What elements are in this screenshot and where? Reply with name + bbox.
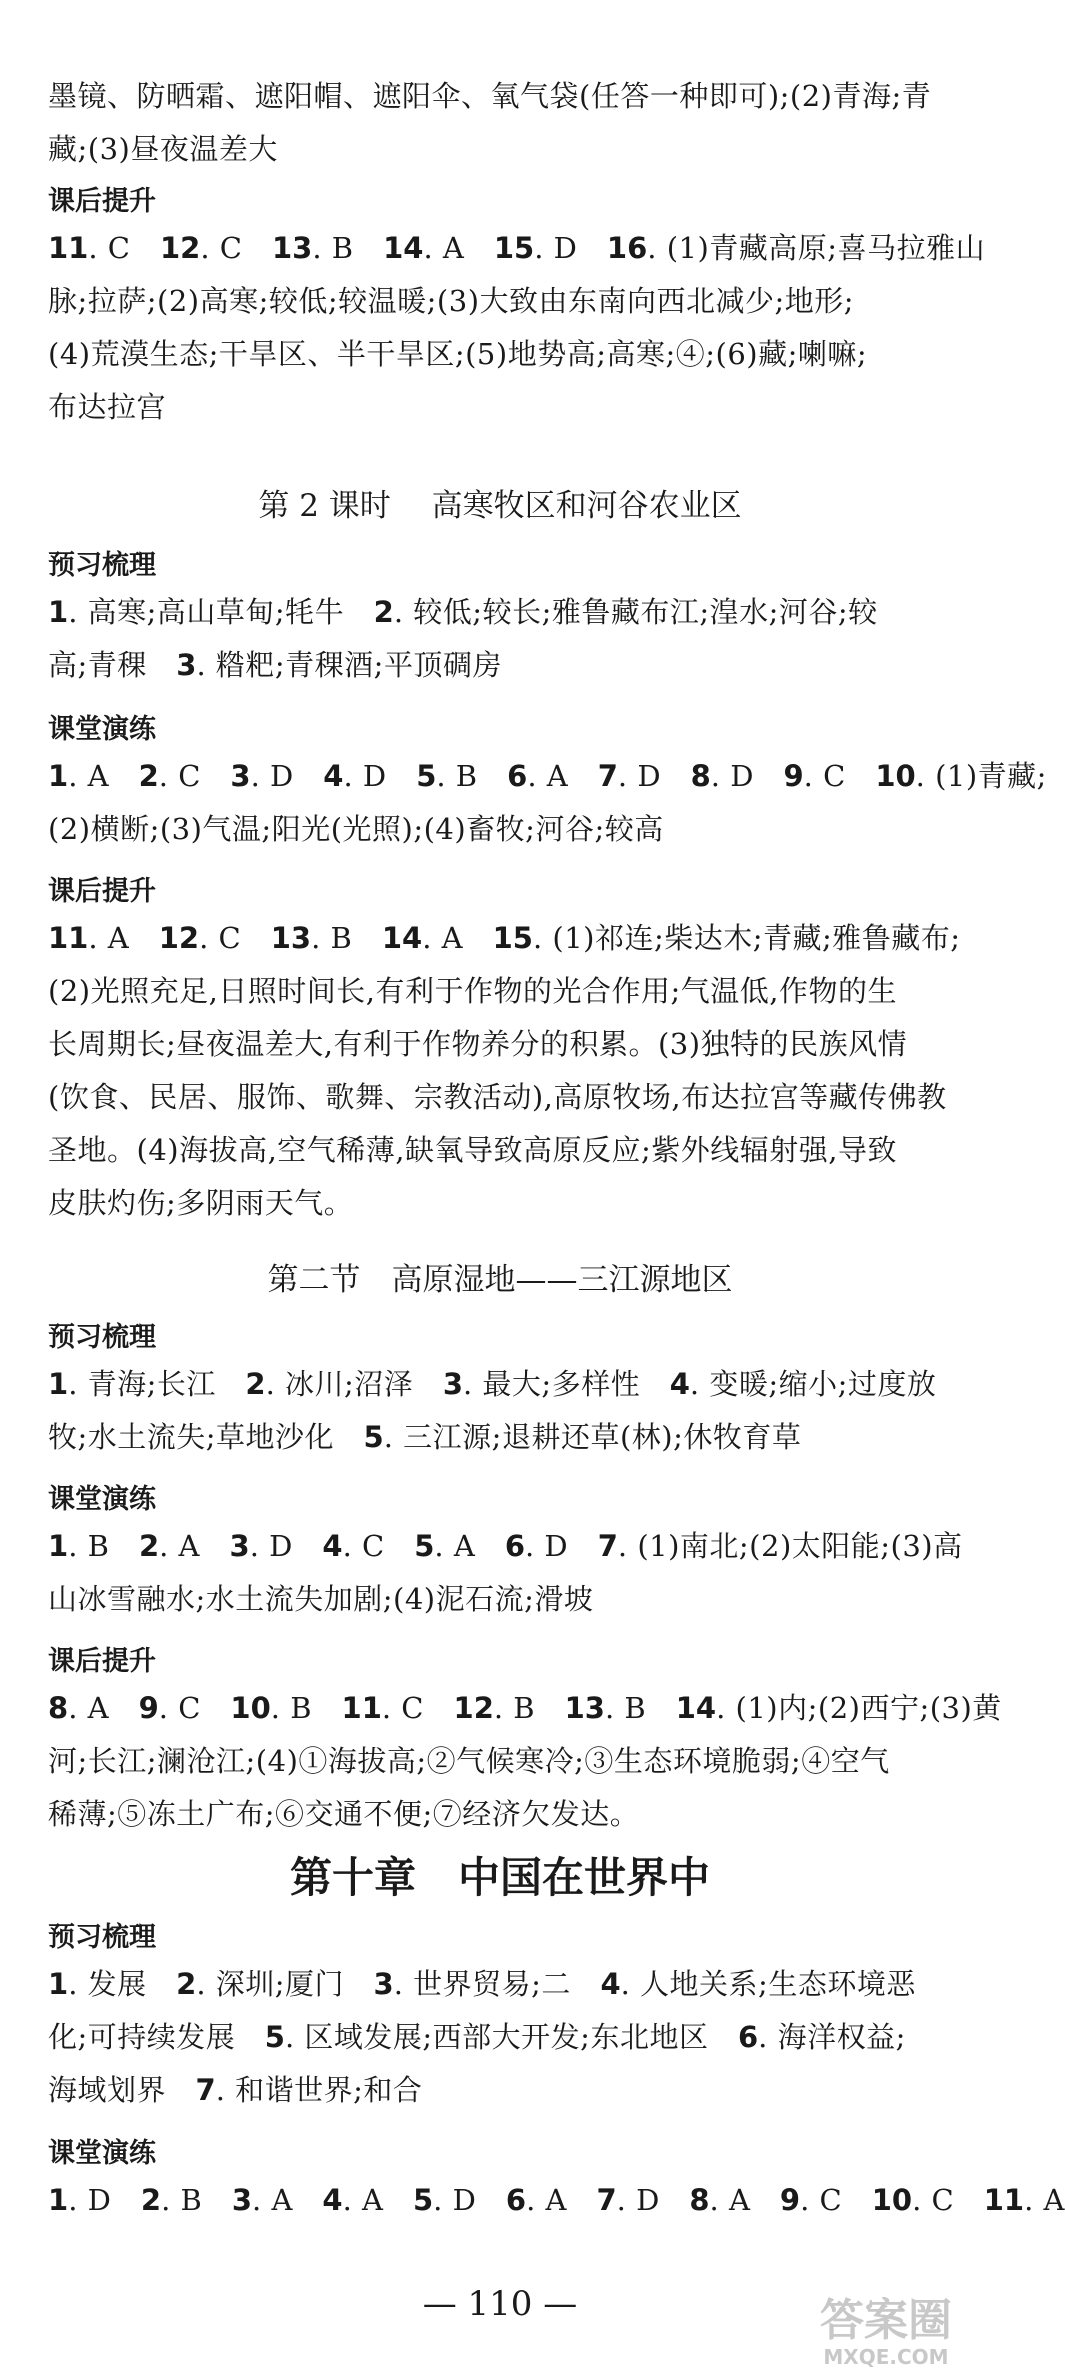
section-after-class-1: [48, 182, 986, 434]
answer-line: 河;长江;澜沧江;(4)①海拔高;②气候寒冷;③生态环境脆弱;④空气: [48, 1744, 890, 1778]
section-heading: 课后提升: [48, 876, 156, 907]
answer-line: 高;青稞 3. 糌粑;青稞酒;平顶碉房: [48, 648, 502, 682]
answer-lines: [48, 222, 986, 434]
answer-line: (饮食、民居、服饰、歌舞、宗教活动),高原牧场,布达拉宫等藏传佛教: [48, 1080, 947, 1114]
section-heading: 课后提升: [48, 1646, 156, 1677]
section-preview-3: [48, 1918, 958, 2117]
watermark-logo: 答案圈: [820, 2295, 952, 2346]
section-heading: 课堂演练: [48, 2138, 156, 2169]
answer-lines: [48, 912, 961, 1230]
answer-lines: [48, 70, 958, 176]
answer-lines: [48, 1520, 963, 1626]
answer-line: 1. 发展 2. 深圳;厦门 3. 世界贸易;二 4. 人地关系;生态环境恶: [48, 1967, 916, 2001]
answer-lines: [48, 1958, 958, 2117]
section-heading: 课后提升: [48, 186, 156, 217]
answer-lines: [48, 1358, 958, 1464]
watermark: [786, 2297, 986, 2369]
answer-line: 圣地。(4)海拔高,空气稀薄,缺氧导致高原反应;紫外线辐射强,导致: [48, 1133, 898, 1167]
answer-line: 1. B 2. A 3. D 4. C 5. A 6. D 7. (1)南北;(2)太阳能;(3)高: [48, 1529, 963, 1563]
section-heading: 课堂演练: [48, 1484, 156, 1515]
answer-line: 墨镜、防晒霜、遮阳帽、遮阳伞、氧气袋(任答一种即可);(2)青海;青: [48, 79, 932, 113]
watermark-site: MXQE.COM: [823, 2345, 949, 2369]
answer-line: 脉;拉萨;(2)高寒;较低;较温暖;(3)大致由东南向西北减少;地形;: [48, 284, 855, 318]
section-heading: 预习梳理: [48, 1322, 156, 1353]
answer-line: 长周期长;昼夜温差大,有利于作物养分的积累。(3)独特的民族风情: [48, 1027, 908, 1061]
answer-line: 皮肤灼伤;多阴雨天气。: [48, 1186, 354, 1220]
answer-line: 8. A 9. C 10. B 11. C 12. B 13. B 14. (1)内;(2)西宁;(3)黄: [48, 1691, 1002, 1725]
section-heading: 课堂演练: [48, 714, 156, 745]
answer-line: 布达拉宫: [48, 390, 167, 424]
answer-lines: [48, 1682, 1002, 1841]
answer-line: 海域划界 7. 和谐世界;和合: [48, 2073, 423, 2107]
chapter-title: 第十章 中国在世界中: [289, 1853, 710, 1902]
answer-line: 1. 青海;长江 2. 冰川;沼泽 3. 最大;多样性 4. 变暖;缩小;过度放: [48, 1367, 937, 1401]
answer-lines: [48, 750, 1047, 856]
answer-line: (2)光照充足,日照时间长,有利于作物的光合作用;气温低,作物的生: [48, 974, 898, 1008]
answer-line: 牧;水土流失;草地沙化 5. 三江源;退耕还草(林);休牧育草: [48, 1420, 802, 1454]
page-number: — 110 —: [422, 2284, 578, 2324]
answer-line: 山冰雪融水;水土流失加剧;(4)泥石流;滑坡: [48, 1582, 594, 1616]
answer-line: 1. D 2. B 3. A 4. A 5. D 6. A 7. D 8. A 9. C 10. C 11. A: [48, 2183, 1065, 2217]
section-preview-2: [48, 1318, 958, 1464]
section-classroom-2: [48, 1480, 963, 1626]
answer-line: 化;可持续发展 5. 区域发展;西部大开发;东北地区 6. 海洋权益;: [48, 2020, 906, 2054]
section-preview-1: [48, 546, 958, 692]
answer-line: 11. A 12. C 13. B 14. A 15. (1)祁连;柴达木;青藏;雅鲁藏布;: [48, 921, 961, 955]
lesson-title: 第 2 课时 高寒牧区和河谷农业区: [258, 488, 742, 524]
section-heading: 预习梳理: [48, 1922, 156, 1953]
answer-line: (2)横断;(3)气温;阳光(光照);(4)畜牧;河谷;较高: [48, 812, 664, 846]
section-after-class-3: [48, 1642, 1002, 1841]
answer-line: 稀薄;⑤冻土广布;⑥交通不便;⑦经济欠发达。: [48, 1797, 640, 1831]
section-classroom-3: [48, 2134, 1065, 2227]
answer-line: 藏;(3)昼夜温差大: [48, 132, 278, 166]
answer-line: 11. C 12. C 13. B 14. A 15. D 16. (1)青藏高原;喜马拉雅山: [48, 231, 986, 265]
answer-lines: [48, 586, 958, 692]
section-classroom-1: [48, 710, 1047, 856]
section-after-class-2: [48, 872, 961, 1230]
answer-lines: [48, 2174, 1065, 2227]
section-continued: [48, 70, 958, 176]
section-title: 第二节 高原湿地——三江源地区: [267, 1262, 733, 1298]
answer-line: (4)荒漠生态;干旱区、半干旱区;(5)地势高;高寒;④;(6)藏;喇嘛;: [48, 337, 868, 371]
answer-line: 1. 高寒;高山草甸;牦牛 2. 较低;较长;雅鲁藏布江;湟水;河谷;较: [48, 595, 878, 629]
answer-line: 1. A 2. C 3. D 4. D 5. B 6. A 7. D 8. D 9. C 10. (1)青藏;: [48, 759, 1047, 793]
section-heading: 预习梳理: [48, 550, 156, 581]
